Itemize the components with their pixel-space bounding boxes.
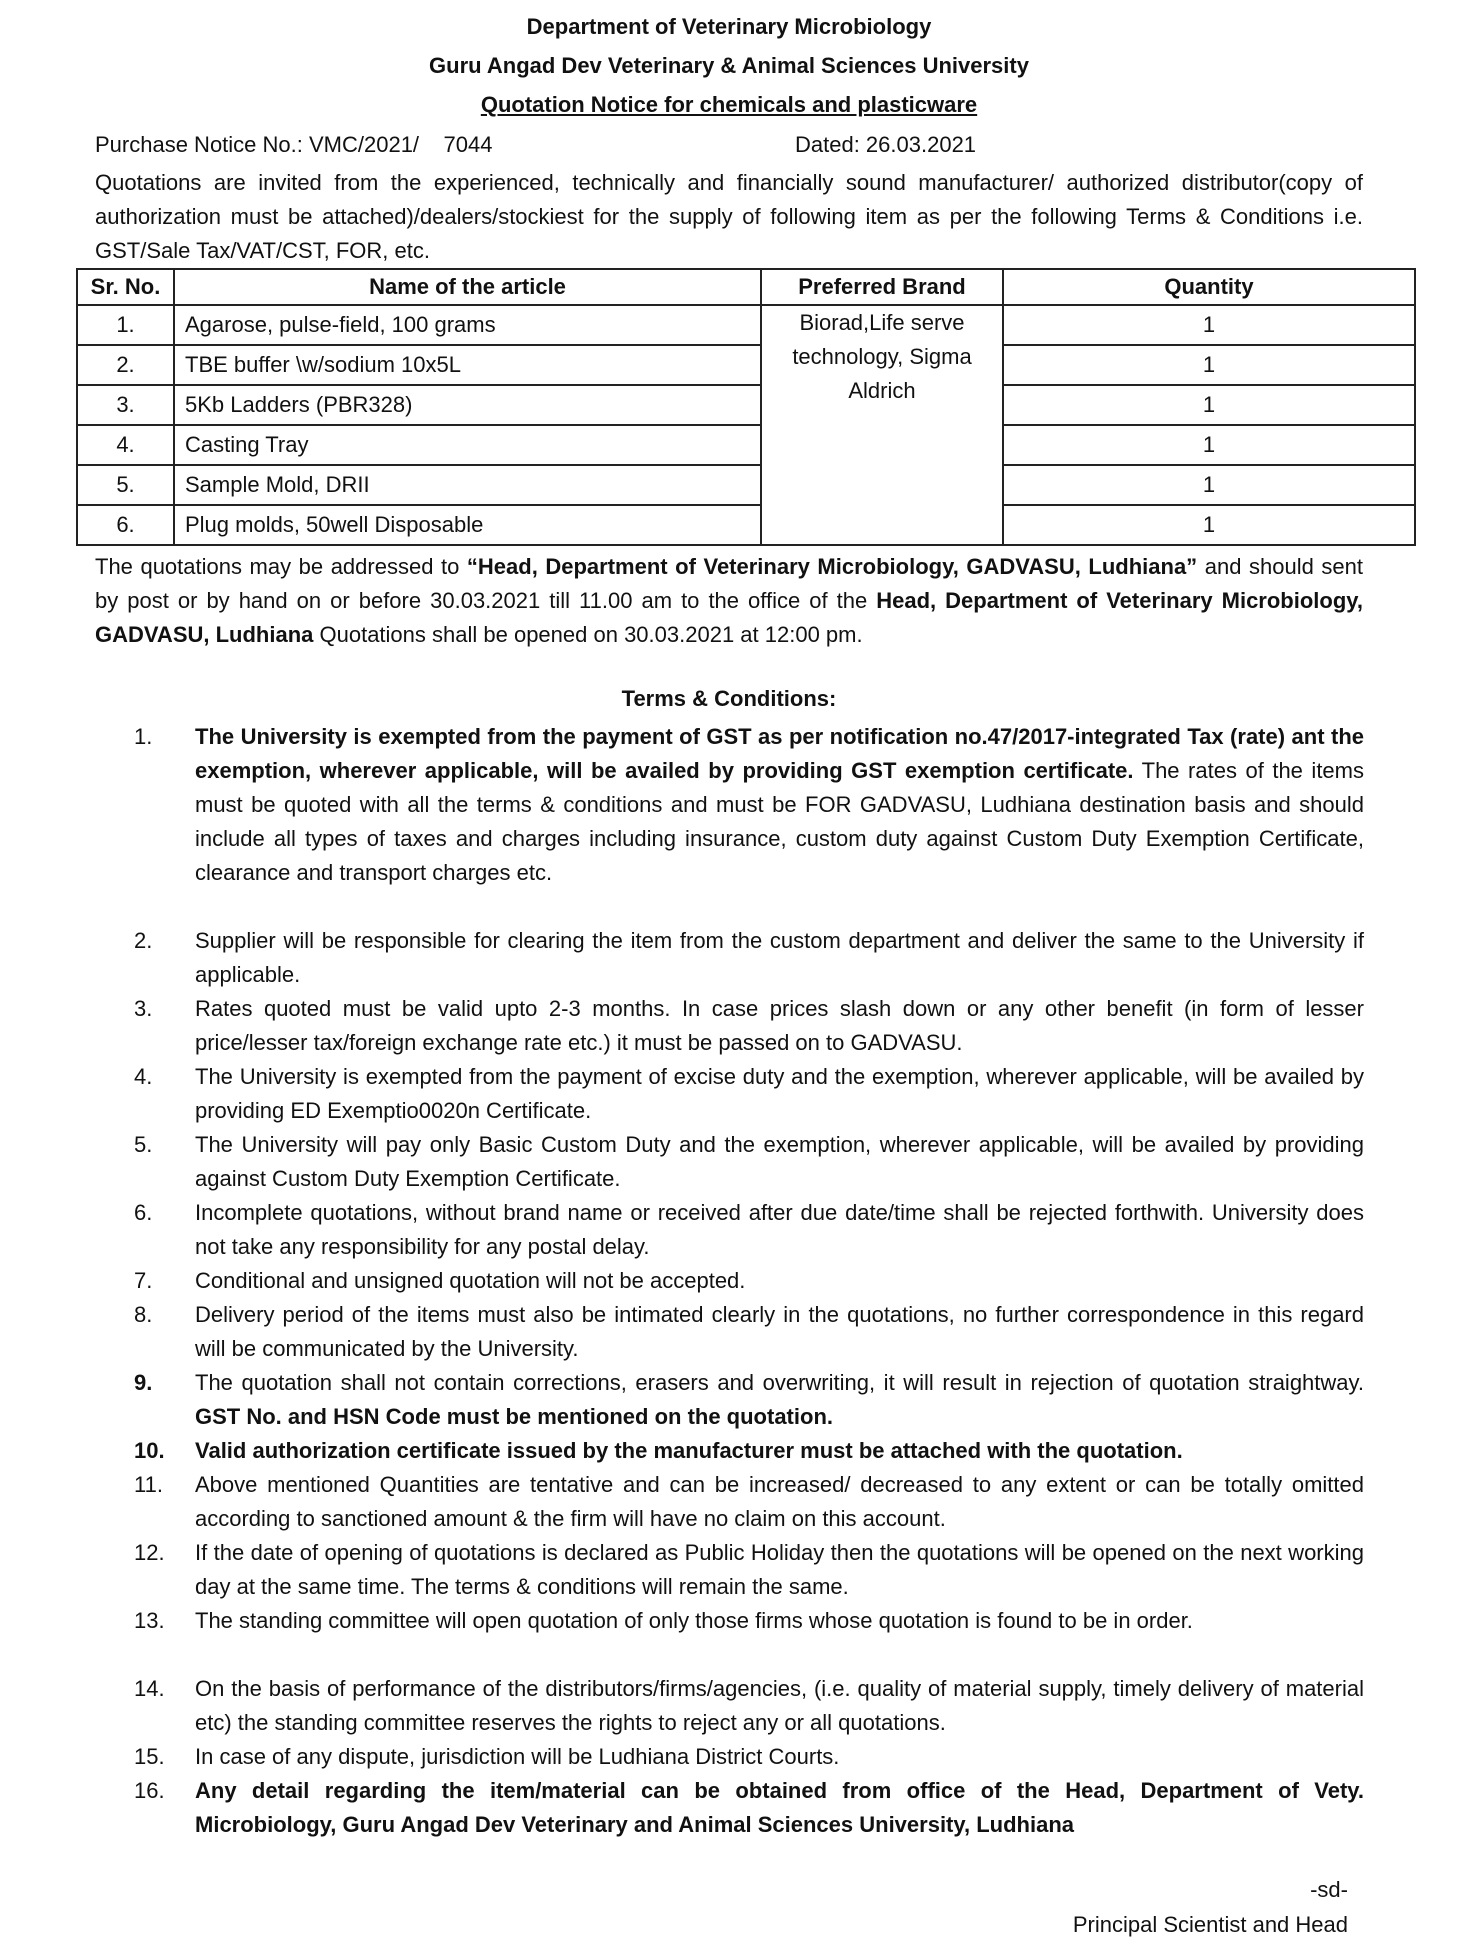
term-number: 9. xyxy=(134,1370,153,1395)
term-item xyxy=(134,1366,1364,1434)
term-number: 1. xyxy=(134,724,153,749)
term-text: The University is exempted from the payment of excise duty and the exemption, wherever applicable, will be availed by providing ED Exemptio0020n Certificate. xyxy=(195,1064,1364,1123)
term-item xyxy=(134,720,1364,890)
term-item xyxy=(134,992,1364,1060)
signature-mark: -sd- xyxy=(1310,1877,1348,1902)
term-number: 3. xyxy=(134,996,153,1021)
table-row xyxy=(77,385,1415,425)
term-bold: The University is exempted from the payment of GST as per notification no.47/2017-integrated Tax (rate) ant the exemption, wherever applicable, will be availed by providing GST exemption certificate. xyxy=(195,724,1364,783)
article-cell: Casting Tray xyxy=(174,425,761,465)
table-row xyxy=(77,425,1415,465)
notice-title: Quotation Notice for chemicals and plasticware xyxy=(480,92,978,117)
term-bold: GST No. and HSN Code must be mentioned on the quotation. xyxy=(195,1404,833,1429)
col-preferred-brand: Preferred Brand xyxy=(761,269,1003,305)
col-article-name: Name of the article xyxy=(174,269,761,305)
term-bold: Any detail regarding the item/material can be obtained from office of the Head, Department of Vety. Microbiology, Guru Angad Dev Veterinary and Animal Sciences University, Ludhiana xyxy=(195,1778,1364,1837)
term-number: 8. xyxy=(134,1302,153,1327)
term-text: Incomplete quotations, without brand name or received after due date/time shall be rejected forthwith. University does not take any responsibility for any postal delay. xyxy=(195,1200,1364,1259)
table-row xyxy=(77,505,1415,545)
address-text-2: and should sent by post or by hand on or before 30.03.2021 till 11.00 am to the office of the xyxy=(95,554,1363,613)
quantity-cell: 1 xyxy=(1003,305,1415,345)
col-quantity: Quantity xyxy=(1003,269,1415,305)
term-text: Above mentioned Quantities are tentative and can be increased/ decreased to any extent or can be totally omitted according to sanctioned amount & the firm will have no claim on this account. xyxy=(195,1472,1364,1531)
term-text: Conditional and unsigned quotation will not be accepted. xyxy=(195,1268,746,1293)
term-number: 6. xyxy=(134,1200,153,1225)
quantity-cell: 1 xyxy=(1003,425,1415,465)
term-item xyxy=(134,1264,1364,1298)
address-text-1: The quotations may be addressed to xyxy=(95,554,467,579)
term-item xyxy=(134,1060,1364,1128)
term-item xyxy=(134,1196,1364,1264)
term-text: The standing committee will open quotation of only those firms whose quotation is found to be in order. xyxy=(195,1608,1193,1633)
term-item xyxy=(134,1604,1364,1638)
term-text: If the date of opening of quotations is declared as Public Holiday then the quotations will be opened on the next working day at the same time. The terms & conditions will remain the same. xyxy=(195,1540,1364,1599)
quantity-cell: 1 xyxy=(1003,385,1415,425)
term-number: 5. xyxy=(134,1132,153,1157)
address-text-3: Quotations shall be opened on 30.03.2021 at 12:00 pm. xyxy=(313,622,863,647)
items-table xyxy=(76,268,1416,546)
department-heading: Department of Veterinary Microbiology xyxy=(526,14,932,39)
term-item xyxy=(134,1128,1364,1196)
article-cell: Plug molds, 50well Disposable xyxy=(174,505,761,545)
quantity-cell: 1 xyxy=(1003,345,1415,385)
sr-cell: 1. xyxy=(77,305,174,345)
term-text: In case of any dispute, jurisdiction will be Ludhiana District Courts. xyxy=(195,1744,840,1769)
term-number: 2. xyxy=(134,928,153,953)
term-text: Supplier will be responsible for clearing the item from the custom department and deliver the same to the University if applicable. xyxy=(195,928,1364,987)
sr-cell: 3. xyxy=(77,385,174,425)
term-number: 10. xyxy=(134,1438,165,1463)
article-cell: TBE buffer \w/sodium 10x5L xyxy=(174,345,761,385)
article-cell: Sample Mold, DRII xyxy=(174,465,761,505)
sr-cell: 5. xyxy=(77,465,174,505)
university-heading: Guru Angad Dev Veterinary & Animal Sciences University xyxy=(429,53,1029,78)
sr-cell: 6. xyxy=(77,505,174,545)
table-row xyxy=(77,305,1415,345)
term-number: 15. xyxy=(134,1744,165,1769)
term-text: The rates of the items must be quoted with all the terms & conditions and must be FOR GADVASU, Ludhiana destination basis and should include all types of taxes and charges including insurance, custom duty against Custom Duty Exemption Certificate, clearance and transport charges etc. xyxy=(195,758,1364,885)
term-number: 13. xyxy=(134,1608,165,1633)
term-number: 16. xyxy=(134,1778,165,1803)
term-item xyxy=(134,924,1364,992)
term-number: 4. xyxy=(134,1064,153,1089)
term-text: Delivery period of the items must also be intimated clearly in the quotations, no further correspondence in this regard will be communicated by the University. xyxy=(195,1302,1364,1361)
term-number: 12. xyxy=(134,1540,165,1565)
term-number: 14. xyxy=(134,1676,165,1701)
term-item xyxy=(134,1434,1364,1468)
table-row xyxy=(77,345,1415,385)
preferred-brand-cell: Biorad,Life serve technology, Sigma Aldrich xyxy=(761,305,1003,545)
term-number: 11. xyxy=(134,1472,163,1497)
purchase-notice-number: Purchase Notice No.: VMC/2021/ 7044 xyxy=(95,132,493,157)
term-item xyxy=(134,1298,1364,1366)
article-cell: Agarose, pulse-field, 100 grams xyxy=(174,305,761,345)
article-cell: 5Kb Ladders (PBR328) xyxy=(174,385,761,425)
address-paragraph xyxy=(95,550,1363,652)
table-header-row xyxy=(77,269,1415,305)
terms-heading: Terms & Conditions: xyxy=(621,686,837,711)
term-number: 7. xyxy=(134,1268,153,1293)
quantity-cell: 1 xyxy=(1003,505,1415,545)
term-text: On the basis of performance of the distributors/firms/agencies, (i.e. quality of material supply, timely delivery of material etc) the standing committee reserves the rights to reject any or all quotations. xyxy=(195,1676,1364,1735)
address-bold-2: Head, Department of Veterinary Microbiology, GADVASU, Ludhiana xyxy=(95,588,1364,647)
term-item xyxy=(134,1672,1364,1740)
notice-date: Dated: 26.03.2021 xyxy=(795,132,977,157)
term-item xyxy=(134,1536,1364,1604)
sr-cell: 4. xyxy=(77,425,174,465)
term-bold: Valid authorization certificate issued by the manufacturer must be attached with the quotation. xyxy=(195,1438,1183,1463)
term-item xyxy=(134,1468,1364,1536)
intro-paragraph: Quotations are invited from the experienced, technically and financially sound manufacturer/ authorized distributor(copy of authorization must be attached)/dealers/stockiest for the supply of following item as per the following Terms & Conditions i.e. GST/Sale Tax/VAT/CST, FOR, etc. xyxy=(95,170,1363,263)
sr-cell: 2. xyxy=(77,345,174,385)
term-item xyxy=(134,1740,1364,1774)
term-text: The University will pay only Basic Custom Duty and the exemption, wherever applicable, will be availed by providing against Custom Duty Exemption Certificate. xyxy=(195,1132,1364,1191)
term-text: Rates quoted must be valid upto 2-3 months. In case prices slash down or any other benefit (in form of lesser price/lesser tax/foreign exchange rate etc.) it must be passed on to GADVASU. xyxy=(195,996,1364,1055)
signatory-title: Principal Scientist and Head xyxy=(1072,1912,1348,1937)
term-item xyxy=(134,1774,1364,1842)
quantity-cell: 1 xyxy=(1003,465,1415,505)
col-sr-no: Sr. No. xyxy=(77,269,174,305)
address-bold-1: “Head, Department of Veterinary Microbiology, GADVASU, Ludhiana” xyxy=(466,554,1198,579)
table-row xyxy=(77,465,1415,505)
term-text: The quotation shall not contain corrections, erasers and overwriting, it will result in rejection of quotation straightway. xyxy=(195,1370,1364,1395)
